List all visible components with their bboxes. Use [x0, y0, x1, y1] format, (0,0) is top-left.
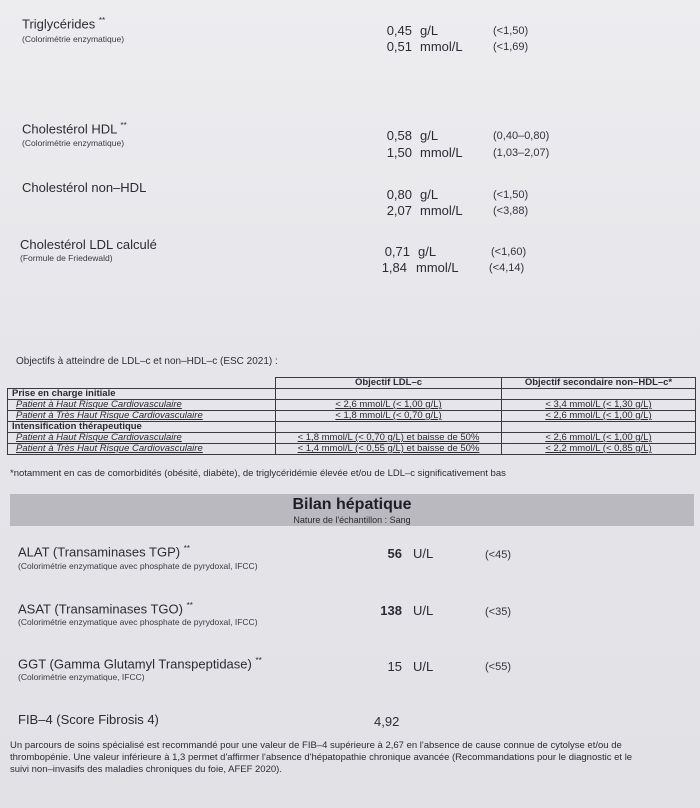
test-value: 56	[387, 546, 402, 561]
test-reference: (1,03–2,07)	[493, 147, 550, 159]
test-name-alat: ALAT (Transaminases TGP) **	[18, 544, 190, 560]
ldl-target: < 1,4 mmol/L (< 0,55 g/L) et baisse de 50%	[276, 444, 502, 455]
section-header-bar	[10, 494, 694, 526]
test-reference: (<1,50)	[493, 189, 529, 201]
fib4-note	[10, 740, 694, 776]
test-method: (Colorimétrie enzymatique, IFCC)	[18, 672, 145, 682]
test-value: 2,07	[386, 203, 412, 218]
section-intensification: Intensification thérapeutique	[8, 422, 276, 433]
test-value: 138	[380, 603, 402, 618]
test-reference: (<4,14)	[489, 262, 525, 274]
non-hdl-target: < 3,4 mmol/L (< 1,30 g/L)	[502, 400, 696, 411]
objectives-footnote: *notamment en cas de comorbidités (obésité, diabète), de triglycéridémie élevée et/ou de LDL–c significativement bas	[10, 468, 506, 479]
test-value: 4,92	[374, 714, 400, 729]
test-method: (Formule de Friedewald)	[20, 253, 113, 263]
ldl-target: < 2,6 mmol/L (< 1,00 g/L)	[276, 400, 502, 411]
test-name-fib4: FIB–4 (Score Fibrosis 4)	[18, 712, 159, 727]
test-value: 1,50	[386, 145, 412, 160]
test-unit: U/L	[413, 546, 434, 561]
test-name-triglycerides: Triglycérides **	[22, 16, 106, 32]
test-value: 0,80	[386, 187, 412, 202]
note-line: suivi non–invasifs des maladies chroniques du foie, AFEF 2020).	[10, 764, 282, 775]
test-reference: (<3,88)	[493, 205, 529, 217]
test-unit: g/L	[418, 244, 437, 259]
section-initial: Prise en charge initiale	[8, 389, 276, 400]
test-unit: g/L	[420, 187, 439, 202]
test-reference: (<1,69)	[493, 41, 529, 53]
patient-category: Patient à Haut Risque Cardiovasculaire	[8, 400, 276, 411]
test-method: (Colorimétrie enzymatique)	[22, 34, 125, 44]
test-unit: g/L	[420, 128, 439, 143]
test-reference: (<35)	[485, 606, 511, 618]
test-value: 15	[387, 659, 402, 674]
test-method: (Colorimétrie enzymatique avec phosphate de pyrydoxal, IFCC)	[18, 561, 258, 571]
test-reference: (<1,50)	[493, 25, 529, 37]
test-reference: (<55)	[485, 661, 511, 673]
test-name-hdl: Cholestérol HDL **	[22, 121, 127, 137]
note-line: Un parcours de soins spécialisé est recommandé pour une valeur de FIB–4 supérieure à 2,67 en l'absence de cause connue de cytolyse et/ou de	[10, 740, 622, 751]
patient-category: Patient à Haut Risque Cardiovasculaire	[8, 433, 276, 444]
ldl-target: < 1,8 mmol/L (< 0,70 g/L) et baisse de 50%	[276, 433, 502, 444]
table-row	[8, 444, 696, 455]
section-subtitle: Nature de l'échantillon : Sang	[293, 515, 411, 525]
test-reference: (<45)	[485, 549, 511, 561]
objectives-intro: Objectifs à atteindre de LDL–c et non–HDL–c (ESC 2021) :	[16, 356, 278, 367]
test-unit: U/L	[413, 603, 434, 618]
test-unit: mmol/L	[416, 260, 459, 275]
test-value: 0,51	[386, 39, 412, 54]
test-name-asat: ASAT (Transaminases TGO) **	[18, 601, 193, 617]
test-value: 0,71	[384, 244, 410, 259]
test-value: 0,45	[386, 23, 412, 38]
test-name-non-hdl: Cholestérol non–HDL	[22, 180, 147, 195]
non-hdl-target: < 2,2 mmol/L (< 0,85 g/L)	[502, 444, 696, 455]
test-name-ldl: Cholestérol LDL calculé	[20, 237, 157, 252]
objectives-table	[7, 377, 696, 455]
test-value: 0,58	[386, 128, 412, 143]
test-name-ggt: GGT (Gamma Glutamyl Transpeptidase) **	[18, 656, 262, 672]
table-row	[8, 411, 696, 422]
test-unit: mmol/L	[420, 203, 463, 218]
note-line: thrombopénie. Une valeur inférieure à 1,3 permet d'affirmer l'absence d'hépatopathie chronique avancée (Recommandations pour le diagnostic et le	[10, 752, 633, 763]
test-unit: mmol/L	[420, 145, 463, 160]
section-title: Bilan hépatique	[292, 496, 412, 513]
table-row	[8, 433, 696, 444]
column-header-non-hdl: Objectif secondaire non–HDL–c*	[502, 378, 696, 389]
ldl-target: < 1,8 mmol/L (< 0,70 g/L)	[276, 411, 502, 422]
test-unit: U/L	[413, 659, 434, 674]
patient-category: Patient à Très Haut Risque Cardiovasculaire	[8, 411, 276, 422]
test-method: (Colorimétrie enzymatique avec phosphate de pyrydoxal, IFCC)	[18, 617, 258, 627]
non-hdl-target: < 2,6 mmol/L (< 1,00 g/L)	[502, 433, 696, 444]
patient-category: Patient à Très Haut Risque Cardiovasculaire	[8, 444, 276, 455]
test-reference: (<1,60)	[491, 246, 527, 258]
test-value: 1,84	[381, 260, 407, 275]
test-unit: mmol/L	[420, 39, 463, 54]
table-row	[8, 400, 696, 411]
test-method: (Colorimétrie enzymatique)	[22, 138, 125, 148]
test-unit: g/L	[420, 23, 439, 38]
column-header-ldl: Objectif LDL–c	[276, 378, 502, 389]
test-reference: (0,40–0,80)	[493, 130, 550, 142]
non-hdl-target: < 2,6 mmol/L (< 1,00 g/L)	[502, 411, 696, 422]
